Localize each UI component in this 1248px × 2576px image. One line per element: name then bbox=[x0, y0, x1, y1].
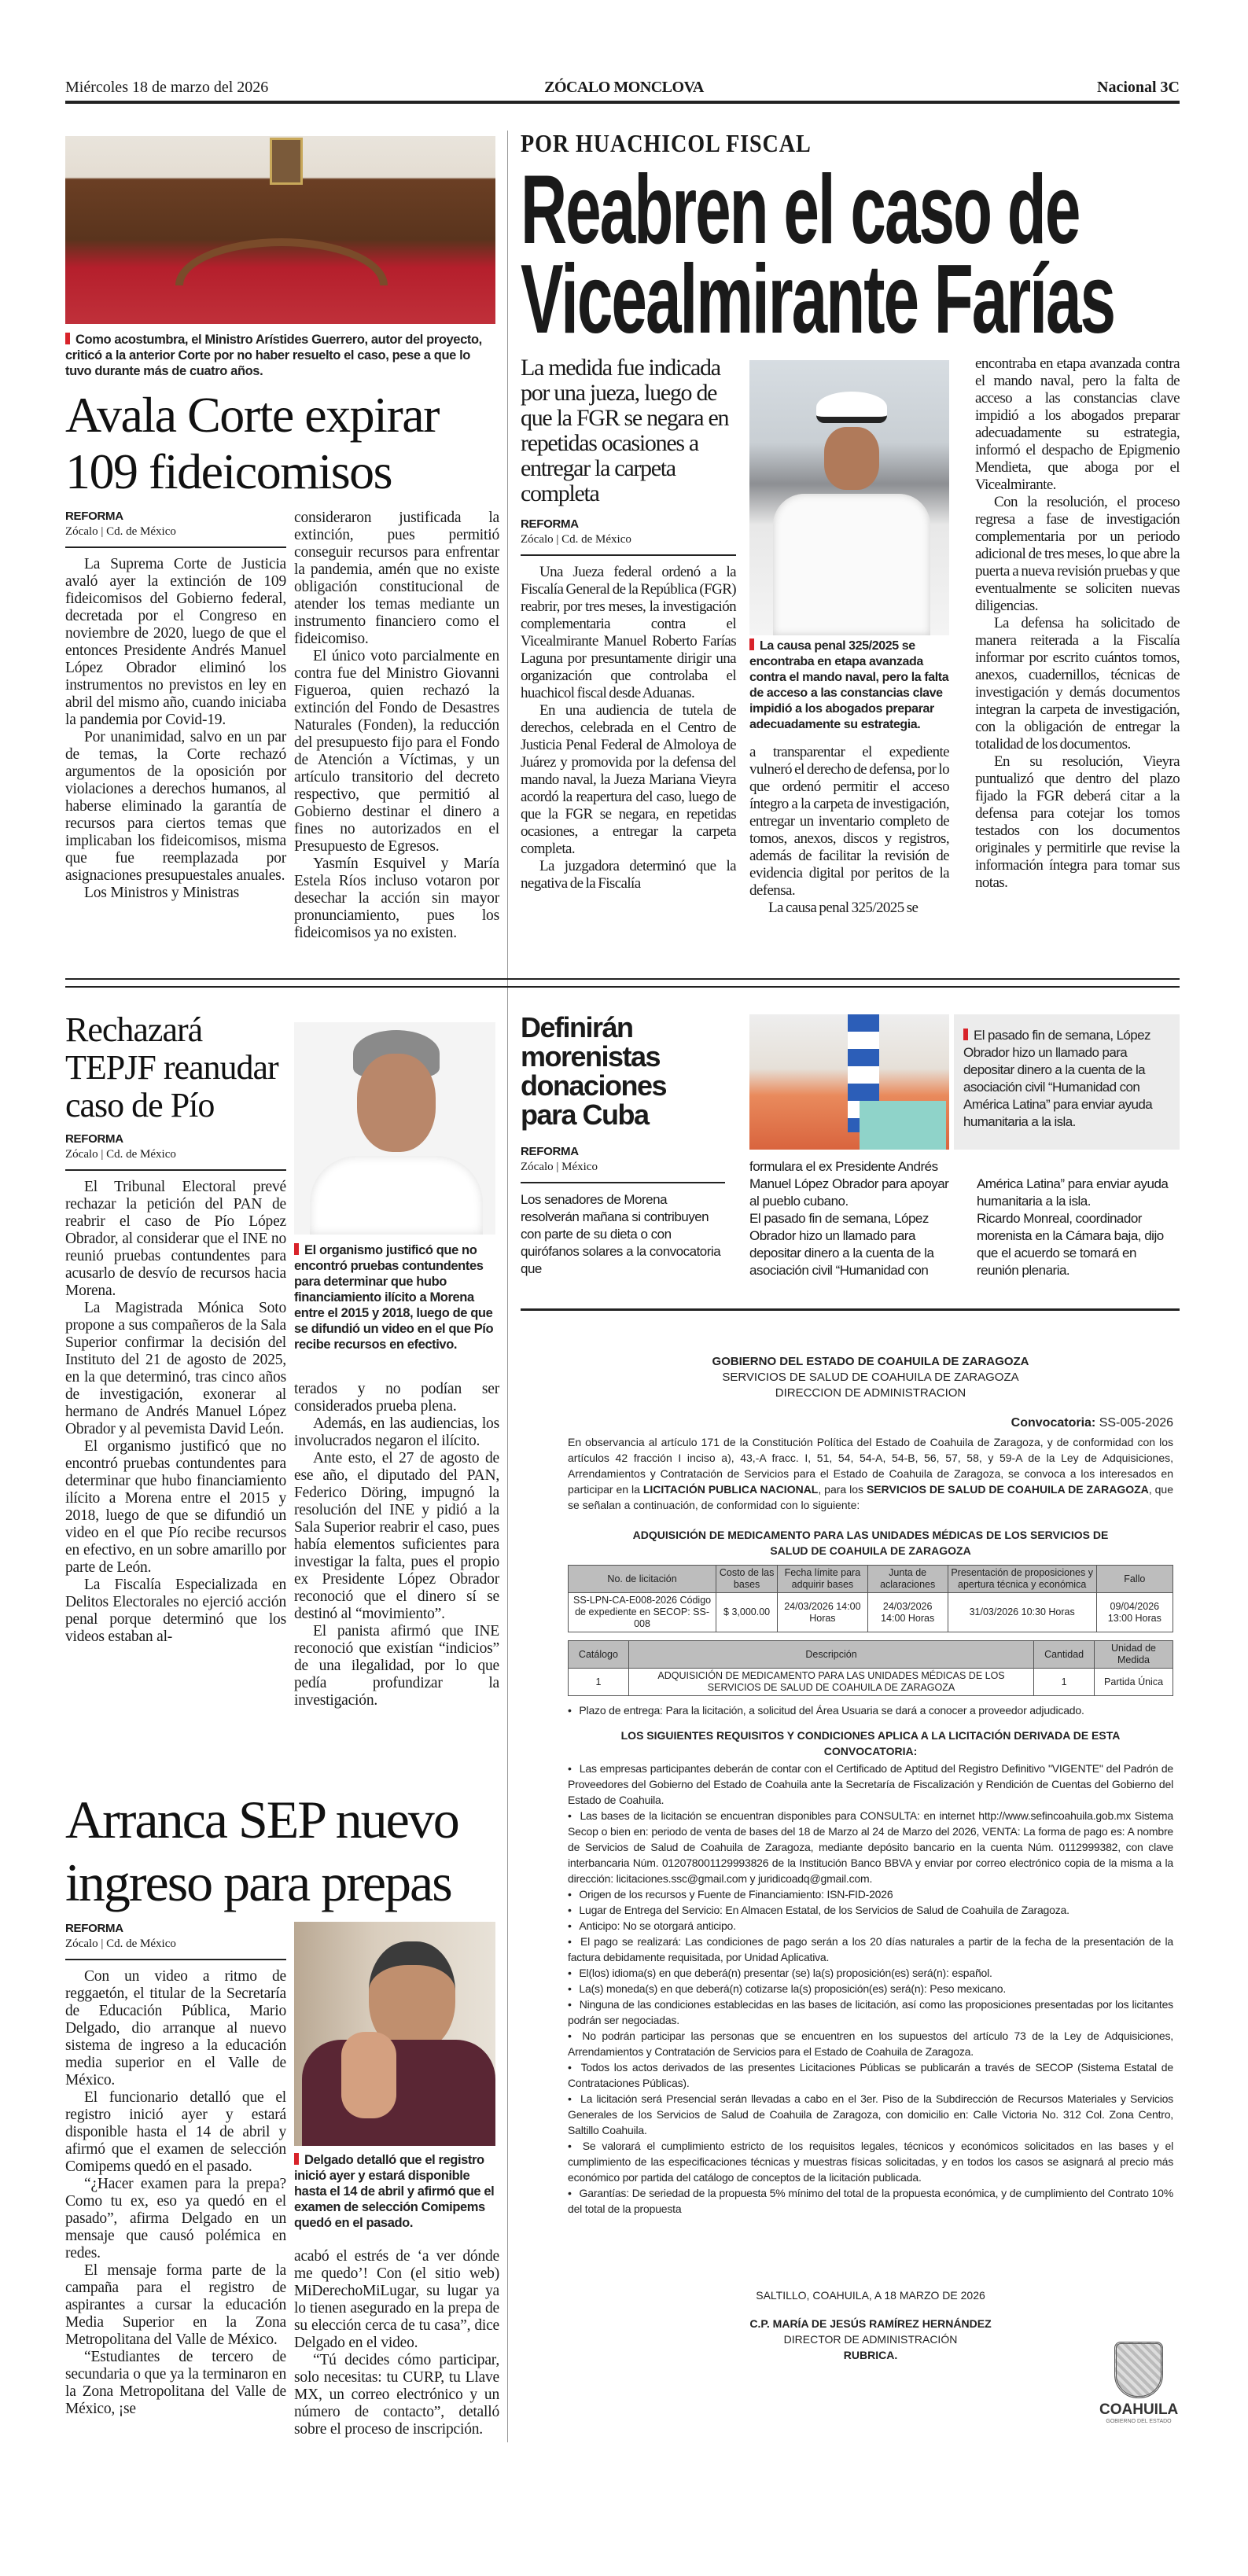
notice-signer-title: DIRECTOR DE ADMINISTRACIÓN bbox=[783, 2333, 958, 2346]
paragraph: a transparentar el expediente vulneró el derecho de defensa, por lo que ordenó permitir el acceso íntegro a la carpeta de investigación, entregar un inventario completo de tomos, anexos, discos y registros, además de facilitar la revisión de evidencia digital por peritos de la defensa. bbox=[749, 744, 949, 899]
farias-headline: Reabren el caso de Vicealmirante Farías bbox=[521, 156, 1115, 354]
header-rule bbox=[65, 101, 1180, 104]
pio-photo-caption: El organismo justificó que no encontró pruebas contundentes para determinar que hubo financiamiento ilícito a Morena entre el 2015 y 2018, luego de que se difundió un video en el que Pío recibe recursos en efectivo. bbox=[294, 1243, 494, 1352]
paragraph: consideraron justificada la extinción, pues permitió conseguir recursos para enfrentar la pandemia, amén que no existe obligación constitucional de atender los temas mediante un instrumento financiero como el fideicomiso. bbox=[294, 510, 499, 647]
corte-article bbox=[65, 387, 499, 942]
paragraph: encontraba en etapa avanzada contra el mando naval, pero la falta de acceso a las constancias clave impidió a los abogados preparar adecuadamente su estrategia, informó el despacho de Epigmenio Mendieta, que aboga por el Vicealmirante. bbox=[975, 355, 1180, 493]
notice-convocatoria: Convocatoria: SS-005-2026 bbox=[1011, 1416, 1173, 1430]
pio-body-col1 bbox=[65, 1179, 286, 1646]
sep-body-col2 bbox=[294, 2248, 499, 2438]
farias-deck: La medida fue indicada por una jueza, luego de que la FGR se negara en repetidas ocasiones a entregar la carpeta completa bbox=[521, 355, 729, 506]
cuba-byline: REFORMA Zócalo | México bbox=[521, 1145, 725, 1183]
notice-requirements-title: LOS SIGUIENTES REQUISITOS Y CONDICIONES APLICA A LA LICITACIÓN DERIVADA DE ESTA CONVOCATORIA: bbox=[620, 1729, 1121, 1757]
notice-place-date: SALTILLO, COAHUILA, A 18 MARZO DE 2026 bbox=[756, 2289, 985, 2302]
requirement-item: • Las empresas participantes deberán de contar con el Certificado de Aptitud del Registro Definitivo "VIGENTE" del Padrón de Proveedores del Gobierno del Estado de Coahuila ante la Secretaría de Fiscalización y Rendición de Cuentas del Gobierno del Estado de Coahuila. bbox=[568, 1761, 1173, 1808]
farias-byline: REFORMA Zócalo | Cd. de México bbox=[521, 517, 736, 556]
corte-photo-caption: Como acostumbra, el Ministro Arístides Guerrero, autor del proyecto, criticó a la anterior Corte por no haber resuelto el caso, pese a que lo tuvo durante más de cuatro años. bbox=[65, 333, 482, 378]
notice-title: ADQUISICIÓN DE MEDICAMENTO PARA LAS UNIDADES MÉDICAS DE LOS SERVICIOS DE SALUD DE COAHUILA DE ZARAGOZA bbox=[632, 1529, 1109, 1557]
notice-rubrica: RUBRICA. bbox=[843, 2349, 898, 2361]
sep-photo-caption: Delgado detalló que el registro inició ayer y estará disponible hasta el 14 de abril y afirmó que el examen de selección Comipems quedó en el pasado. bbox=[294, 2153, 495, 2230]
paragraph: En su resolución, Vieyra puntualizó que dentro del plazo fijado la FGR deberá citar a la defensa para cotejar los tomos testados con los documentos originales y permitirle que revise la información íntegra para tomar sus notas. bbox=[975, 753, 1180, 891]
farias-body-col2 bbox=[749, 744, 949, 917]
sep-article bbox=[65, 1788, 499, 2438]
farias-body-col1 bbox=[521, 564, 736, 892]
notice-signer: C.P. MARÍA DE JESÚS RAMÍREZ HERNÁNDEZ bbox=[749, 2317, 992, 2330]
notice-government: GOBIERNO DEL ESTADO DE COAHUILA DE ZARAGOZA bbox=[712, 1355, 1029, 1368]
pio-byline: REFORMA Zócalo | Cd. de México bbox=[65, 1132, 286, 1171]
pio-col1 bbox=[65, 1011, 286, 1646]
paragraph: Con la resolución, el proceso regresa a fase de investigación complementaria por un periodo adicional de tres meses, lo que abre la puerta a nueva revisión pruebas y que eventualmente se soliciten nuevas diligencias. bbox=[975, 494, 1180, 614]
mario-delgado-photo bbox=[294, 1922, 495, 2146]
paragraph: El mensaje forma parte de la campaña para el registro de aspirantes a cursar la educación Media Superior en la Zona Metropolitana del Valle de México. bbox=[65, 2262, 286, 2348]
corte-body-col2 bbox=[294, 510, 499, 942]
vicealmirante-photo bbox=[749, 360, 949, 635]
supreme-court-photo bbox=[65, 136, 495, 324]
sep-headline: Arranca SEP nuevo ingreso para prepas bbox=[65, 1790, 458, 1912]
corte-headline: Avala Corte expirar 109 fideicomisos bbox=[65, 387, 439, 499]
paragraph: La causa penal 325/2025 se bbox=[768, 900, 919, 916]
paragraph: La Magistrada Mónica Soto propone a sus compañeros de la Sala Superior confirmar la decisión del Instituto del 21 de agosto de 2025, en la que determinó, tras cinco años de investigación, exonerar al hermano de Andrés Manuel López Obrador y al pevemista David León. bbox=[65, 1300, 286, 1437]
pio-col2 bbox=[294, 1022, 499, 1709]
requirement-item: • Todos los actos derivados de las presentes Licitaciones Públicas se publicarán a través de SECOP (Sistema Estatal de Contrataciones Públicas). bbox=[568, 2059, 1173, 2091]
section-rule-bottom bbox=[65, 986, 1180, 988]
paragraph: En una audiencia de tutela de derechos, celebrada en el Centro de Justicia Penal Federal de Almoloya de Juárez y promovida por la defensa del mando naval, la Jueza Mariana Vieyra acordó la reapertura del caso, luego de que la FGR se negara, en repetidas ocasiones, a entregar la carpeta completa. bbox=[521, 702, 736, 857]
paragraph: Una Jueza federal ordenó a la Fiscalía General de la República (FGR) reabrir, por tres meses, la investigación complementaria contra el Vicealmirante Manuel Roberto Farías Laguna por presuntamente dirigir una organización que controlaba el huachicol fiscal desde Aduanas. bbox=[521, 564, 736, 701]
notice-delivery-term: • Plazo de entrega: Para la licitación, a solicitud del Área Usuaria se dará a conocer a proveedor adjudicado. bbox=[568, 1702, 1173, 1718]
corte-body-col1 bbox=[65, 556, 286, 902]
notice-agency: SERVICIOS DE SALUD DE COAHUILA DE ZARAGOZA bbox=[722, 1371, 1019, 1384]
requirement-item: • No podrán participar las personas que se encuentren en los supuestos del artículo 73 de la Ley de Adquisiciones, Arrendamientos y Contratación de Servicios para el Estado de Coahuila de Zaragoza. bbox=[568, 2028, 1173, 2059]
paragraph: El pasado fin de semana, López Obrador hizo un llamado para depositar dinero a la cuenta de la asociación civil “Humanidad con bbox=[749, 1211, 934, 1278]
sep-byline: REFORMA Zócalo | Cd. de México bbox=[65, 1922, 286, 1960]
cuba-caption-box bbox=[954, 1014, 1180, 1150]
corte-byline: REFORMA Zócalo | Cd. de México bbox=[65, 510, 286, 548]
notice-department: DIRECCION DE ADMINISTRACION bbox=[775, 1386, 966, 1400]
donations-cuba-photo bbox=[749, 1014, 949, 1150]
public-tender-notice bbox=[568, 1354, 1173, 2363]
paragraph: Los senadores de Morena resolverán mañana si contribuyen con parte de su dieta o con quirófanos solares a la convocatoria que bbox=[521, 1192, 721, 1276]
requirement-item: • La(s) moneda(s) en que deberá(n) cotizarse la(s) proposición(es) será(n): Peso mexicano. bbox=[568, 1981, 1173, 1996]
cuba-body-col3 bbox=[977, 1176, 1180, 1279]
sep-col1 bbox=[65, 1922, 286, 2418]
paragraph: Con un video a ritmo de reggaetón, el titular de la Secretaría de Educación Pública, Mario Delgado, dio arranque al nuevo sistema de ingreso a la educación media superior en el Valle de México. bbox=[65, 1968, 286, 2088]
paragraph: “Tú decides cómo participar, solo necesitas: tu CURP, tu Llave MX, un correo electrónico y un número de contacto”, detalló sobre el proceso de inscripción. bbox=[294, 2352, 499, 2438]
cuba-headline: Definirán morenistas donaciones para Cuba bbox=[521, 1011, 667, 1131]
paragraph: La Fiscalía Especializada en Delitos Electorales no ejerció acción penal porque determinó que los videos estaban al- bbox=[65, 1577, 286, 1645]
section-rule-top bbox=[65, 978, 1180, 980]
sep-col2 bbox=[294, 1922, 499, 2438]
paragraph: Los Ministros y Ministras bbox=[84, 885, 240, 901]
paragraph: El panista afirmó que INE reconoció que existían “indicios” de una ilegalidad, por lo que pedía profundizar la investigación. bbox=[294, 1623, 499, 1709]
paragraph: América Latina” para enviar ayuda humanitaria a la isla. bbox=[977, 1176, 1169, 1209]
cuba-body-col2 bbox=[749, 1158, 949, 1279]
farias-photo-caption: La causa penal 325/2025 se encontraba en etapa avanzada contra el mando naval, pero la falta de acceso a las constancias clave impidió a los abogados preparar adecuadamente su estrategia. bbox=[749, 639, 949, 731]
pio-photo bbox=[294, 1022, 495, 1235]
paragraph: La juzgadora determinó que la negativa de la Fiscalía bbox=[521, 858, 736, 892]
pio-body-col2 bbox=[294, 1381, 499, 1709]
farias-col1 bbox=[521, 355, 736, 892]
requirement-item: • La licitación será Presencial serán llevadas a cabo en el 3er. Piso de la Subdirección de Recursos Materiales y Servicios Generales de los Servicios de Salud de Coahuila de Zaragoza, con domicilio en: Calle Victoria No. 312 Col. Zona Centro, Saltillo Coahuila. bbox=[568, 2091, 1173, 2138]
requirement-item: • El pago se realizará: Las condiciones de pago serán a los 20 días naturales a partir de la fecha de la presentación de la factura debidamente requisitada, por Unidad Aplicativa. bbox=[568, 1934, 1173, 1965]
paragraph: El único voto parcialmente en contra fue del Ministro Giovanni Figueroa, quien rechazó la extinción del Fondo de Desastres Naturales (Fonden), la reducción del presupuesto fijo para el Fondo de Atención a Víctimas, y un artículo transitorio del decreto respectivo, que permitió al Gobierno destinar el dinero a fines no autorizados en el Presupuesto de Egresos. bbox=[294, 648, 499, 855]
newspaper-name: ZÓCALO MONCLOVA bbox=[544, 79, 704, 96]
tender-schedule-table: No. de licitación Costo de las bases Fecha límite para adquirir bases Junta de aclaraciones Presentación de proposiciones y apertura técnica y económica Fallo SS-LPN-CA-E008-2026 Código de expediente en SECOP: SS-008 $ 3,000.00 24/03/2026 14:00 Horas 24/03/2026 14:00 Horas 31/03/2026 10:30 Horas 09/04/2026 13:00 Horas bbox=[568, 1565, 1173, 1632]
farias-col2 bbox=[749, 360, 949, 917]
coat-of-arms-icon bbox=[1114, 2342, 1163, 2398]
paragraph: terados y no podían ser considerados prueba plena. bbox=[294, 1381, 499, 1415]
section-page: Nacional 3C bbox=[1097, 79, 1180, 96]
requirement-item: • Ninguna de las condiciones establecidas en las bases de licitación, así como las proposiciones presentadas por los licitantes podrán ser negociadas. bbox=[568, 1996, 1173, 2028]
requirement-item: • Lugar de Entrega del Servicio: En Almacen Estatal, de los Servicios de Salud de Coahuila de Zaragoza. bbox=[568, 1902, 1173, 1918]
requirement-item: • Las bases de la licitación se encuentran disponibles para CONSULTA: en internet http://www.sefincoahuila.gob.mx Sistema Secop o bien en: periodo de venta de bases del 18 de Marzo al 24 de Marzo del 2026, VENTA: La forma de pago es: A nombre de Servicios de Salud de Coahuila de Zaragoza, mediante depósito bancario en la cuenta Núm. 0112999382, con clave interbancaria Núm. 012078001129993826 de la Institución Banco BBVA y enviar por correo electrónico copia de la misma a la dirección: licitaciones.ssc@gmail.com y juridicoadq@gmail.com. bbox=[568, 1808, 1173, 1886]
paragraph: Ricardo Monreal, coordinador morenista en la Cámara baja, dijo que el acuerdo se tomará en reunión plenaria. bbox=[977, 1211, 1164, 1278]
requirement-item: • Garantías: De seriedad de la propuesta 5% mínimo del total de la propuesta económica, y de cumplimiento del Contrato 10% del total de la propuesta bbox=[568, 2185, 1173, 2217]
corte-col1 bbox=[65, 510, 286, 902]
farias-kicker: POR HUACHICOL FISCAL bbox=[521, 129, 812, 157]
paragraph: Además, en las audiencias, los involucrados negaron el ilícito. bbox=[294, 1415, 499, 1449]
paragraph: El funcionario detalló que el registro inició ayer y estará disponible hasta el 14 de abril y afirmó que el examen de selección Comipems quedó en el pasado. bbox=[65, 2089, 286, 2175]
cuba-photo-caption: El pasado fin de semana, López Obrador hizo un llamado para depositar dinero a la cuenta de la asociación civil “Humanidad con América Latina” para enviar ayuda humanitaria a la isla. bbox=[963, 1028, 1153, 1129]
paragraph: Ante esto, el 27 de agosto de ese año, el diputado del PAN, Federico Döring, impugnó la resolución del INE y pidió a la Sala Superior reabrir el caso, pues había elementos suficientes para investigar la falta, pues el propio ex Presidente López Obrador reconoció que el dinero sí se destinó al “movimiento”. bbox=[294, 1450, 499, 1622]
paragraph: El Tribunal Electoral prevé rechazar la petición del PAN de reabrir el caso de Pío López Obrador, al considerar que el INE no reunió pruebas contundentes para acusarlo de desvío de recursos hacia Morena. bbox=[65, 1179, 286, 1299]
paragraph: “¿Hacer examen para la prepa? Como tu ex, eso ya quedó en el pasado”, afirma Delgado en un mensaje que causó polémica en redes. bbox=[65, 2176, 286, 2261]
column-divider bbox=[507, 131, 508, 2442]
paragraph: Por unanimidad, salvo en un par de temas, la Corte rechazó argumentos de la oposición por violaciones a derechos humanos, al haberse eliminado la garantía de recursos para ciertos temas que implicaban los fideicomisos, misma que fue reemplazada por asignaciones presupuestales anuales. bbox=[65, 729, 286, 884]
paragraph: La defensa ha solicitado de manera reiterada a la Fiscalía informar por escrito cuántos tomos, anexos, cuadernillos, técnicas de investigación y demás documentos integran la carpeta de investigación, con la obligación de entregar la totalidad de los documentos. bbox=[975, 615, 1180, 753]
paragraph: El organismo justificó que no encontró pruebas contundentes para determinar que hubo financiamiento ilícito a Morena entre el 2015 y 2018, luego de que se difundió un video en el que Pío recibe recursos en efectivo, en un sobre amarillo por parte de León. bbox=[65, 1438, 286, 1576]
paragraph: “Estudiantes de tercero de secundaria o que ya la terminaron en la Zona Metropolitana del Valle de México, ¡se bbox=[65, 2349, 286, 2417]
paragraph: Yasmín Esquivel y María Estela Ríos incluso votaron por desechar la acción sin mayor pronunciamiento, pues los fideicomisos ya no existen. bbox=[294, 856, 499, 941]
requirement-item: • Origen de los recursos y Fuente de Financiamiento: ISN-FID-2026 bbox=[568, 1886, 1173, 1902]
requirement-item: • El(los) idioma(s) en que deberá(n) presentar (se) la(s) proposición(es) será(n): español. bbox=[568, 1965, 1173, 1981]
requirement-item: • Anticipo: No se otorgará anticipo. bbox=[568, 1918, 1173, 1934]
coahuila-logo: COAHUILA GOBIERNO DEL ESTADO bbox=[1099, 2342, 1178, 2424]
issue-date: Miércoles 18 de marzo del 2026 bbox=[65, 79, 269, 96]
tender-items-table: Catálogo Descripción Cantidad Unidad de Medida 1 ADQUISICIÓN DE MEDICAMENTO PARA LAS UNIDADES MÉDICAS DE LOS SERVICIOS DE SALUD DE COAHUILA DE ZARAGOZA 1 Partida Única bbox=[568, 1640, 1173, 1696]
farias-body-col3 bbox=[975, 355, 1180, 892]
paragraph: acabó el estrés de ‘a ver dónde me quedo’! Con (el sitio web) MiDerechoMiLugar, su lugar ya lo tienen asegurado en la prepa de su elección cerca de tu casa”, dice Delgado en el video. bbox=[294, 2248, 499, 2351]
paragraph: formulara el ex Presidente Andrés Manuel López Obrador para apoyar al pueblo cubano. bbox=[749, 1159, 949, 1209]
sep-body-col1 bbox=[65, 1968, 286, 2418]
cuba-bottom-rule bbox=[521, 1308, 1180, 1311]
notice-requirements bbox=[568, 1761, 1173, 2217]
requirement-item: • Se valorará el cumplimiento estricto de los requisitos legales, técnicos y económicos solicitados en las bases y el cumplimiento de las especificaciones técnicas y muestras físicas solicitadas, y en todos los casos se asignará al precio más económico por partida del catálogo de conceptos de la licitación publicada. bbox=[568, 2138, 1173, 2185]
cuba-col1 bbox=[521, 1013, 725, 1278]
pio-headline: Rechazará TEPJF reanudar caso de Pío bbox=[65, 1010, 278, 1124]
cuba-body-col1 bbox=[521, 1191, 725, 1278]
paragraph: La Suprema Corte de Justicia avaló ayer la extinción de 109 fideicomisos del Gobierno federal, decretada por el Congreso en noviembre de 2020, luego de que el entonces Presidente Andrés Manuel López Obrador eliminó los instrumentos no previstos en ley en abril del mismo año, cuando iniciaba la pandemia por Covid-19. bbox=[65, 556, 286, 728]
notice-intro: En observancia al artículo 171 de la Constitución Política del Estado de Coahuila de Zaragoza, y de conformidad con los artículos 42 fracción I inciso a), 43,-A fracc. I, 51, 54, 54-A, 54-B, 56, 57, 58, y 59-A de la Ley de Adquisiciones, Arrendamientos y Contratación de Servicios para el Estado de Coahuila de Zaragoza, se convoca a los interesados en participar en la LICITACIÓN PUBLICA NACIONAL, para los SERVICIOS DE SALUD DE COAHUILA DE ZARAGOZA, que se señalan a continuación, de conformidad con lo siguiente: bbox=[568, 1436, 1173, 1511]
